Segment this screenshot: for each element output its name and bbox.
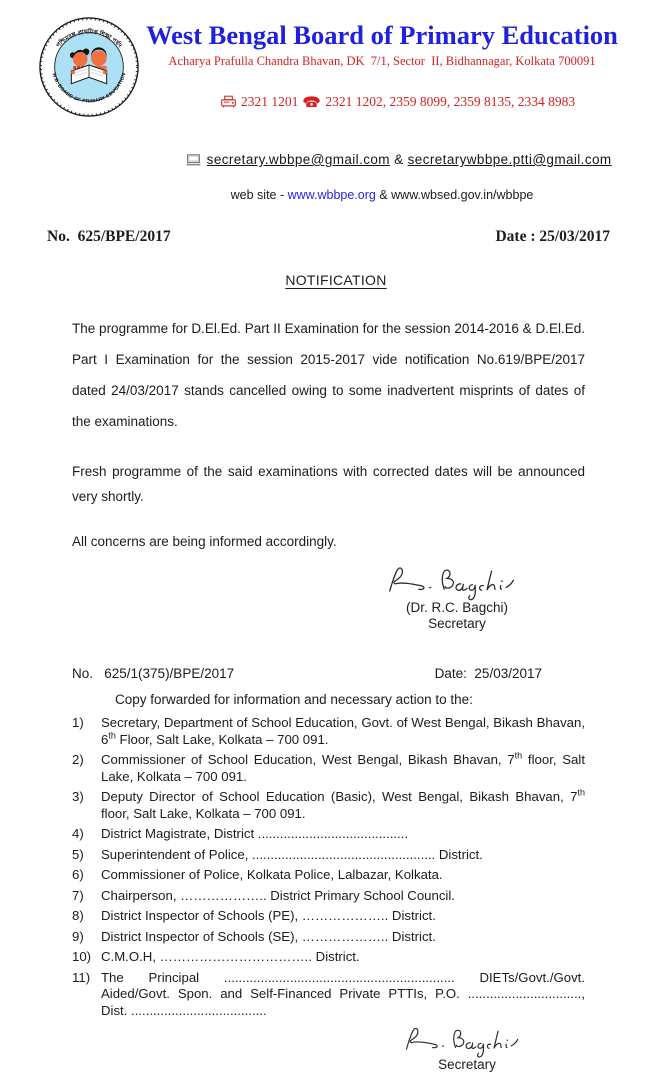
signature-scribble bbox=[397, 1023, 537, 1059]
phone-numbers: 2321 1202, 2359 8099, 2359 8135, 2334 8983 bbox=[325, 94, 576, 109]
signatory-title: Secretary bbox=[428, 616, 486, 631]
board-logo bbox=[38, 16, 140, 118]
copy-forward-list bbox=[72, 715, 585, 1019]
copy-forward-intro: Copy forwarded for information and necessary action to the: bbox=[115, 692, 473, 707]
website-rest: & www.wbsed.gov.in/wbbpe bbox=[375, 188, 534, 202]
signature-scribble bbox=[382, 562, 532, 602]
computer-icon bbox=[186, 154, 201, 166]
notification-heading: NOTIFICATION bbox=[285, 272, 387, 288]
website-line bbox=[116, 188, 648, 203]
logo-bottom-script: W.B. BOARD OF PRIMARY EDUCATION bbox=[50, 72, 128, 105]
signature-block-secondary bbox=[362, 1023, 572, 1073]
paragraph-fresh-programme: Fresh programme of the said examinations with corrected dates will be announced very shortly. bbox=[72, 464, 585, 504]
list-item: 3) Deputy Director of School Education (Basic), West Bengal, Bikash Bhavan, 7th floor, Salt Lake, Kolkata – 700 091. bbox=[72, 787, 585, 821]
reference-row bbox=[47, 227, 610, 246]
paragraph-informed: All concerns are being informed accordingly. bbox=[72, 534, 337, 549]
copy-memo-number: No. 625/1(375)/BPE/2017 bbox=[72, 666, 235, 681]
copy-reference-row bbox=[72, 665, 542, 682]
org-address: Acharya Prafulla Chandra Bhavan, DK 7/1, Sector II, Bidhannagar, Kolkata 700091 bbox=[168, 54, 596, 68]
phone-icon bbox=[302, 95, 321, 109]
fax-number: 2321 1201 bbox=[240, 94, 299, 109]
phone-line bbox=[116, 76, 648, 127]
list-item: 10) C.M.O.H, …………………………….. District. bbox=[72, 949, 360, 964]
org-title: West Bengal Board of Primary Education bbox=[146, 20, 618, 50]
email-line bbox=[116, 134, 648, 185]
website-prefix: web site - bbox=[230, 188, 288, 202]
memo-number: No. 625/BPE/2017 bbox=[47, 228, 171, 245]
signatory-name: (Dr. R.C. Bagchi) bbox=[405, 600, 509, 615]
signature-block-primary bbox=[352, 562, 562, 632]
signatory-title: Secretary bbox=[438, 1057, 496, 1072]
list-item: 1) Secretary, Department of School Education, Govt. of West Bengal, Bikash Bhavan, 6th Floor, Salt Lake, Kolkata – 700 091. bbox=[72, 715, 585, 747]
copy-memo-date: Date: 25/03/2017 bbox=[434, 666, 542, 681]
memo-date: Date : 25/03/2017 bbox=[495, 228, 610, 245]
email-link-primary[interactable]: secretary.wbbpe@gmail.com bbox=[206, 152, 390, 167]
email-link-secondary[interactable]: secretarywbbpe.ptti@gmail.com bbox=[407, 152, 612, 167]
list-item: 5) Superintendent of Police, .................................................. District. bbox=[72, 846, 483, 862]
paragraph-cancellation: The programme for D.El.Ed. Part II Examination for the session 2014-2016 & D.El.Ed. Part I Examination for the session 2015-2017 vide notification No.619/BPE/2017 dated 24/03/2017 stands cancelled owing to some inadvertent misprints of dates of the examinations. bbox=[72, 321, 585, 429]
logo-top-script: পশ্চিমবঙ্গ প্রাথমিক শিক্ষা পর্ষদ bbox=[55, 28, 124, 50]
list-item: 11) The Principal ............................................................... DIETs/Govt./Govt. Aided/Govt. Spon. and Self-Financed Private PTTIs, P.O. ..............................., Dist. ..................................... bbox=[72, 969, 585, 1018]
email-joiner: & bbox=[389, 152, 408, 167]
list-item: 7) Chairperson, ……………….. District Primary School Council. bbox=[72, 887, 455, 903]
website-link[interactable]: www.wbbpe.org bbox=[287, 188, 376, 202]
list-item: 8) District Inspector of Schools (PE), ……………….. District. bbox=[72, 908, 436, 923]
list-item: 9) District Inspector of Schools (SE), ……………….. District. bbox=[72, 928, 436, 944]
notification-body bbox=[72, 313, 585, 554]
list-item: 4) District Magistrate, District ......................................... bbox=[72, 826, 409, 841]
fax-icon bbox=[220, 95, 237, 109]
list-item: 2) Commissioner of School Education, West Bengal, Bikash Bhavan, 7th floor, Salt Lake, Kolkata – 700 091. bbox=[72, 750, 585, 784]
list-item: 6) Commissioner of Police, Kolkata Police, Lalbazar, Kolkata. bbox=[72, 867, 443, 882]
letterhead bbox=[0, 0, 672, 203]
